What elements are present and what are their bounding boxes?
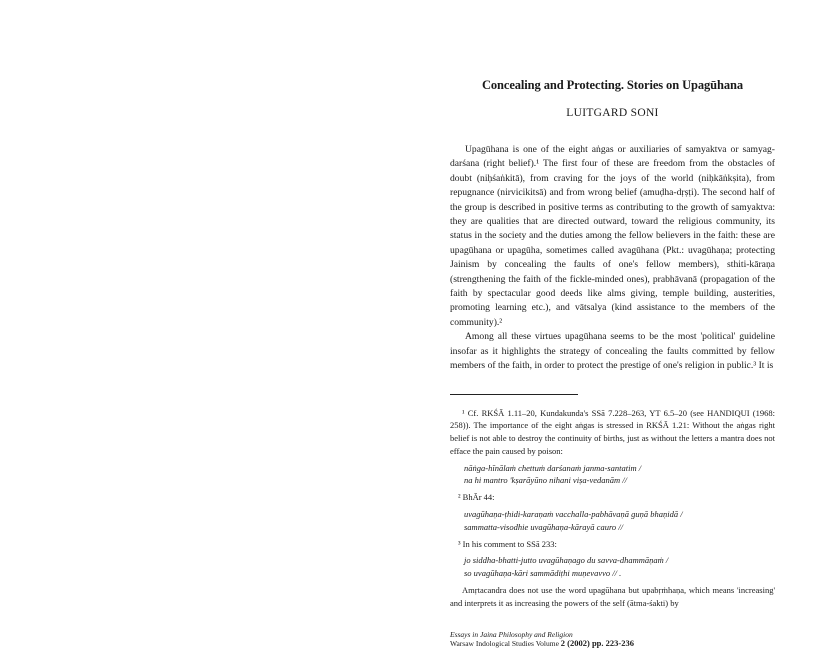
footnote-separator — [450, 394, 578, 395]
footnote-3-verse — [464, 554, 775, 580]
journal-line — [450, 639, 775, 649]
footnote-2-verse — [464, 508, 775, 534]
footnote-1: ¹ Cf. RKŚĀ 1.11–20, Kundakunda's SSā 7.228–263, YT 6.5–20 (see HANDIQUI (1968: 258)). The importance of the eight aṅgas is stressed in RKŚĀ 1.21: Without the aṅgas right belief is not able to destroy the continuity of births, just as without the letters a mantra does not efface the pain caused by poison: — [450, 407, 775, 456]
article-page — [450, 78, 775, 649]
verse-line: so uvagūhaṇa-kāri sammādiṭhi muṇevavvo // . — [464, 568, 622, 579]
footnote-3-label: ³ In his comment to SSā 233: — [458, 538, 557, 549]
footnote-1-verse — [464, 462, 775, 488]
footnote-3-text: Amṛtacandra does not use the word upagūhana but upabṛṁhaṇa, which means 'increasing' and interprets it as increasing the powers of the self (ātma-śakti) by — [450, 585, 775, 608]
verse-line: uvagūhaṇa-ṭhidi-karaṇaṁ vacchalla-pabhāvaṇā guṇā bhaṇidā / — [464, 509, 683, 520]
verse-line: jo siddha-bhatti-jutto uvagūhaṇago du savva-dhammāṇaṁ / — [464, 555, 669, 566]
article-author: LUITGARD SONI — [566, 107, 659, 119]
series-title: Essays in Jaina Philosophy and Religion — [450, 629, 573, 639]
article-title: Concealing and Protecting. Stories on Upagūhana — [481, 78, 744, 92]
handwritten-note: 2 (2002) pp. 223-236 — [560, 638, 634, 649]
verse-line: nāṅga-hīnālaṁ chettuṁ darśanaṁ janma-santatim / — [464, 462, 642, 473]
source-info — [450, 630, 775, 649]
verse-line: na hi mantro 'kṣarāyūno nihani viṣa-vedanām // — [464, 475, 627, 486]
verse-line: sammatta-visodhie uvagūhaṇa-kārayā cauro // — [464, 521, 624, 532]
body-paragraph-2: Among all these virtues upagūhana seems to be the most 'political' guideline insofar as it highlights the strategy of concealing the faults committed by fellow members of the faith, in order to protect the prestige of one's religion in public.³ It is — [450, 331, 775, 372]
journal-name: Warsaw Indological Studies Volume — [450, 639, 559, 649]
footnotes — [450, 407, 775, 610]
article-body — [450, 143, 775, 374]
footnote-2-label: ² BhĀr 44: — [458, 492, 495, 503]
body-paragraph-1: Upagūhana is one of the eight aṅgas or auxiliaries of samyaktva or samyag-darśana (right belief).¹ The first four of these are freedom from the obstacles of doubt (niḥśaṅkitā), from craving for the joys of the world (niḥkāṅkṣita), from repugnance (nirvicikitsā) and from wrong belief (amuḍha-dṛṣṭi). The second half of the group is described in positive terms as contributing to the growth of samyaktva: they are qualities that are directed outward, toward the religious community, its status in the society and the duties among the fellow believers in the faith: these are upagūhana or upagūha, sometimes called avagūhana (Pkt.: uvagūhaṇa; protecting Jainism by concealing the faults of one's fellow members), sthiti-kāraṇa (strengthening the faith of the fickle-minded ones), prabhāvanā (propagation of the faith by spectacular good deeds like alms giving, temple building, austerities, promoting learning etc.), and vātsalya (kind assistance to the members of the community).² — [450, 144, 775, 328]
